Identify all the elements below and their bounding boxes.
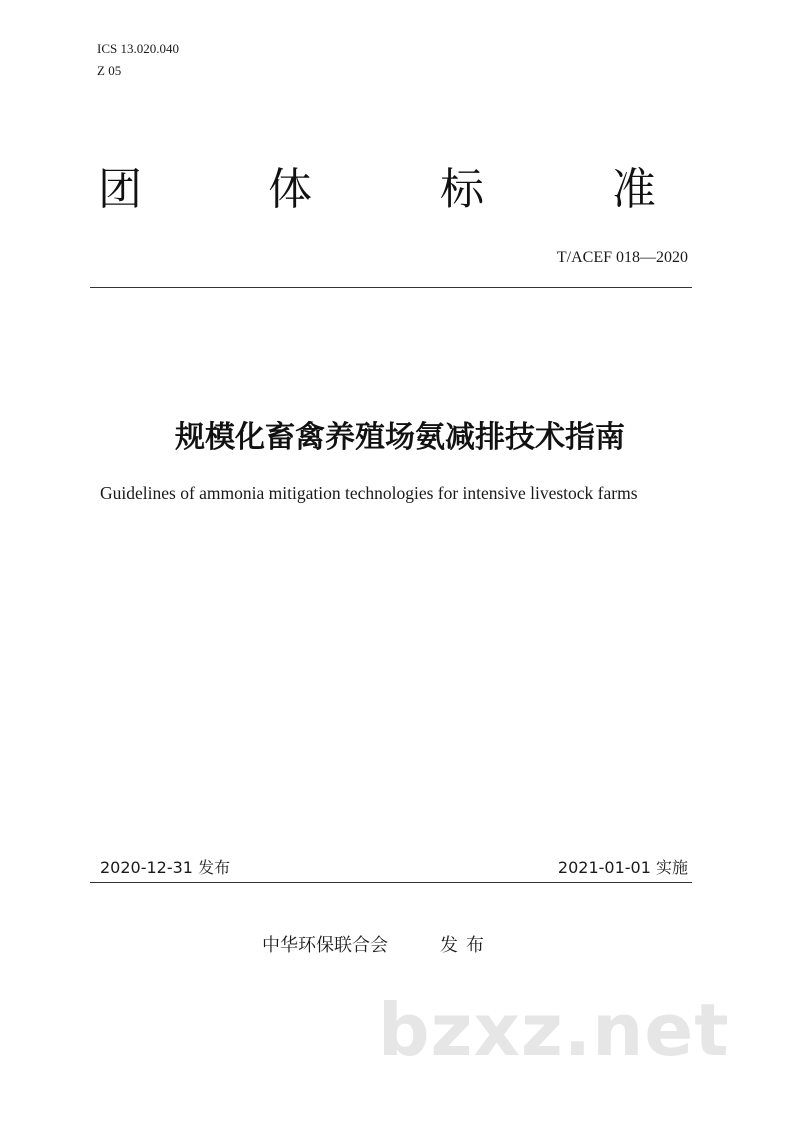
english-title: Guidelines of ammonia mitigation technologies for intensive livestock farms: [100, 483, 638, 503]
implementation-date: 2021-01-01 实施: [557, 858, 688, 877]
standard-type-char-3: 标: [440, 164, 484, 215]
standard-number: T/ACEF 018—2020: [556, 249, 688, 266]
standard-type-char-2: 体: [268, 164, 312, 215]
watermark: bzxz.net: [378, 988, 730, 1072]
publisher-name: 中华环保联合会: [262, 935, 388, 956]
english-title-row: [0, 480, 800, 506]
bottom-divider: [90, 882, 692, 883]
top-divider: [90, 287, 692, 288]
ccs-code: Z 05: [97, 63, 122, 78]
publish-label: 发布: [440, 935, 492, 956]
standard-type-char-4: 准: [612, 164, 656, 215]
standard-type-char-1: 团: [98, 164, 142, 215]
issue-date: 2020-12-31 发布: [100, 858, 231, 877]
chinese-title: 规模化畜禽养殖场氨减排技术指南: [175, 420, 625, 455]
ics-code: ICS 13.020.040: [97, 41, 179, 56]
